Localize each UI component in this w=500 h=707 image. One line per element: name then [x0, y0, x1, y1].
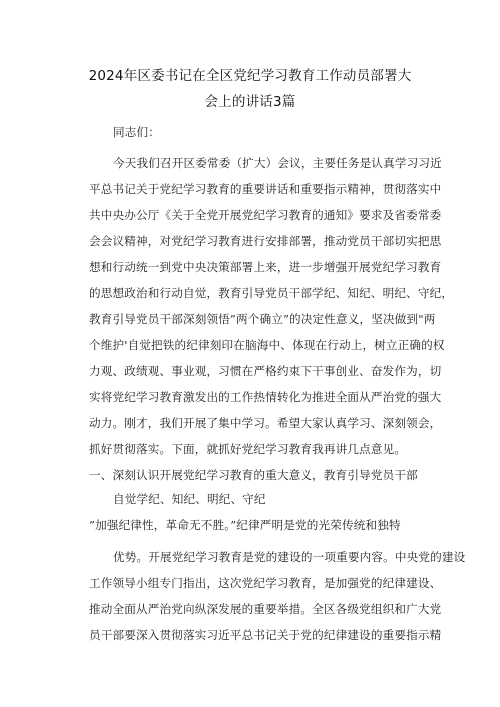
section-heading-line: 自觉学纪、知纪、明纪、守纪 — [113, 492, 266, 506]
paragraph-line: 工作领导小组专门指出，这次党纪学习教育，是加强党的纪律建设、 — [89, 576, 442, 590]
salutation: 同志们： — [113, 125, 160, 139]
paragraph-line: 一、深刻认识开展党纪学习教育的重大意义，教育引导党员干部 — [89, 468, 418, 482]
paragraph-line: 今天我们召开区委常委（扩大）会议，主要任务是认真学习习近 — [113, 156, 442, 170]
document-title-line-1: 2024年区委书记在全区党纪学习教育工作动员部署大 — [88, 68, 412, 84]
section-heading-line: ”加强纪律性，革命无不胜。”纪律严明是党的光荣传统和独特 — [89, 518, 401, 532]
paragraph-line: 想和行动统一到党中央决策部署上来，进一步增强开展党纪学习教育 — [89, 260, 442, 274]
paragraph-line: 动力。刚才，我们开展了集中学习。希望大家认真学习、深刻领会， — [89, 416, 442, 430]
paragraph-line: 推动全面从严治党向纵深发展的重要举措。全区各级党组织和广大党 — [89, 602, 442, 616]
paragraph-line: 个维护'自觉把铁的纪律刻印在脑海中、体现在行动上，树立正确的权 — [89, 338, 445, 352]
paragraph-line: 共中央办公厅《关于全党开展党纪学习教育的通知》要求及省委常委 — [89, 208, 442, 222]
document-title-line-2: 会上的讲话3篇 — [204, 94, 296, 110]
paragraph-line: 抓好贯彻落实。下面，就抓好党纪学习教育我再讲几点意见。 — [89, 442, 407, 456]
paragraph-line: 实将党纪学习教育激发出的工作热情转化为推进全面从严治党的强大 — [89, 390, 442, 404]
paragraph-line: 教育引导党员干部深刻领悟”两个确立”的决定性意义，坚决做到"两 — [89, 312, 436, 326]
paragraph-line: 力观、政绩观、事业观，习惯在严格约束下干事创业、奋发作为，切 — [89, 364, 442, 378]
paragraph-line: 员干部要深入贯彻落实习近平总书记关于党的纪律建设的重要指示精 — [89, 628, 442, 642]
paragraph-line: 平总书记关于党纪学习教育的重要讲话和重要指示精神，贯彻落实中 — [89, 182, 442, 196]
paragraph-line: 会会议精神，对党纪学习教育进行安排部署，推动党员干部切实把思 — [89, 234, 442, 248]
paragraph-line: 优势。开展党纪学习教育是党的建设的一项重要内容。中央党的建设 — [113, 550, 466, 564]
paragraph-line: 的思想政治和行动自觉，教育引导党员干部学纪、知纪、明纪、守纪， — [89, 286, 454, 300]
